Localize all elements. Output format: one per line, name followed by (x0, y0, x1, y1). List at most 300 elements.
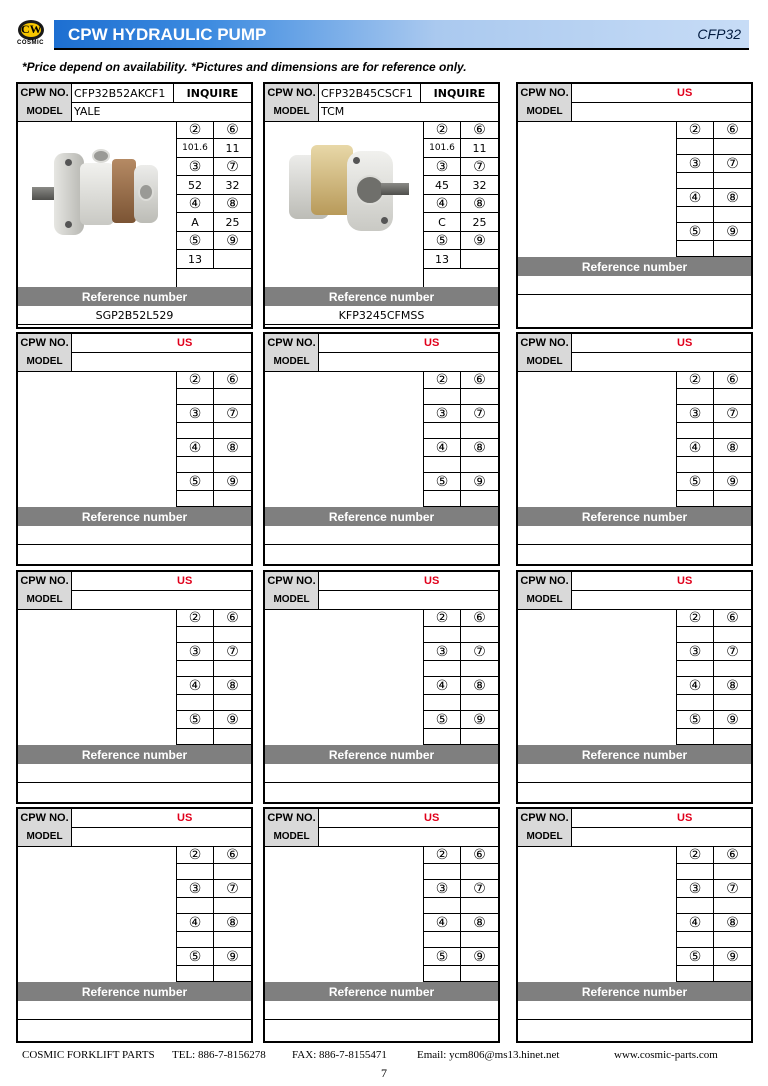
spec-number: ⑦ (214, 158, 251, 176)
reference-number-value (18, 764, 251, 783)
spec-value (677, 207, 714, 223)
spec-value (177, 864, 214, 880)
spec-number: ⑧ (461, 677, 498, 695)
spec-value (461, 932, 498, 948)
spec-number: ② (424, 371, 461, 389)
spec-number: ② (677, 121, 714, 139)
spec-value: 32 (461, 176, 498, 195)
product-image-area (18, 846, 177, 982)
spec-number: ⑤ (677, 711, 714, 729)
spec-number: ⑥ (461, 846, 498, 864)
spec-number: ⑦ (214, 643, 251, 661)
spec-number: ② (677, 371, 714, 389)
spec-number: ② (177, 371, 214, 389)
spec-value: 32 (214, 176, 251, 195)
spec-value (214, 661, 251, 677)
spec-value (214, 932, 251, 948)
model-value: YALE (74, 105, 101, 118)
spec-value (677, 932, 714, 948)
title-bar (54, 20, 749, 48)
reference-number-value (18, 1001, 251, 1020)
product-image-area (518, 609, 677, 745)
spec-number: ⑥ (714, 609, 751, 627)
spec-value: 25 (461, 213, 498, 232)
spec-value (714, 661, 751, 677)
product-card[interactable] (16, 807, 253, 1043)
spec-value (677, 173, 714, 189)
model-label: MODEL (265, 102, 319, 121)
model-label: MODEL (18, 827, 72, 846)
cpw-no-row (265, 809, 498, 828)
cpw-no-row (265, 334, 498, 353)
product-card[interactable] (16, 332, 253, 566)
spec-value (424, 898, 461, 914)
us-status: US (677, 575, 693, 587)
model-row (18, 102, 251, 122)
spec-value: 101.6 (177, 139, 214, 158)
model-label: MODEL (18, 352, 72, 371)
spec-number: ⑥ (714, 846, 751, 864)
us-status: US (177, 812, 193, 824)
product-image-area (18, 609, 177, 745)
cpw-no-label: CPW NO. (18, 809, 72, 827)
spec-number: ⑨ (214, 232, 251, 250)
spec-number: ④ (424, 914, 461, 932)
spec-value (177, 423, 214, 439)
reference-extra-line (518, 295, 751, 314)
reference-extra-line (518, 783, 751, 802)
model-label: MODEL (518, 590, 572, 609)
model-row (518, 352, 751, 372)
spec-number: ② (677, 609, 714, 627)
product-card[interactable] (263, 570, 500, 804)
spec-number: ③ (424, 405, 461, 423)
spec-table (424, 846, 498, 982)
cpw-no-row (518, 572, 751, 591)
spec-value (461, 423, 498, 439)
model-row (18, 827, 251, 847)
spec-value: 25 (214, 213, 251, 232)
spec-number: ⑥ (461, 121, 498, 139)
spec-value (714, 457, 751, 473)
reference-number-header: Reference number (18, 982, 251, 1001)
spec-table (177, 371, 251, 507)
us-status: US (677, 87, 693, 99)
header-divider (54, 48, 749, 50)
model-row (265, 352, 498, 372)
spec-number: ③ (677, 155, 714, 173)
spec-number: ⑤ (177, 232, 214, 250)
model-row (265, 827, 498, 847)
reference-extra-line (265, 783, 498, 802)
spec-table (424, 609, 498, 745)
spec-value (714, 423, 751, 439)
spec-value (677, 966, 714, 982)
model-label: MODEL (265, 827, 319, 846)
spec-number: ⑨ (714, 473, 751, 491)
pump-photo-2 (283, 137, 411, 247)
spec-value (461, 864, 498, 880)
model-label: MODEL (18, 590, 72, 609)
footer-website[interactable]: www.cosmic-parts.com (614, 1049, 718, 1061)
spec-table (177, 609, 251, 745)
spec-value (424, 695, 461, 711)
spec-number: ⑦ (461, 880, 498, 898)
product-card[interactable] (516, 82, 753, 329)
reference-extra-line (18, 1020, 251, 1039)
spec-number: ③ (424, 880, 461, 898)
spec-number: ⑤ (177, 948, 214, 966)
spec-number: ⑤ (677, 473, 714, 491)
spec-number: ⑥ (714, 121, 751, 139)
inquire-status: INQUIRE (173, 84, 251, 102)
cpw-no-label: CPW NO. (18, 334, 72, 352)
reference-number-value (18, 526, 251, 545)
spec-value (177, 491, 214, 507)
spec-value: C (424, 213, 461, 232)
spec-number: ③ (177, 880, 214, 898)
spec-value (424, 491, 461, 507)
cpw-no-label: CPW NO. (518, 809, 572, 827)
spec-value (677, 457, 714, 473)
cpw-no-row (18, 809, 251, 828)
spec-value (214, 389, 251, 405)
spec-number: ④ (424, 439, 461, 457)
product-image-area (265, 371, 424, 507)
us-status: US (424, 575, 440, 587)
spec-number: ⑥ (214, 846, 251, 864)
spec-value (177, 457, 214, 473)
product-card[interactable] (516, 807, 753, 1043)
cpw-no-label: CPW NO. (518, 572, 572, 590)
spec-value (714, 932, 751, 948)
cpw-no-label: CPW NO. (518, 84, 572, 102)
spec-value (177, 966, 214, 982)
spec-value (214, 695, 251, 711)
reference-number-value (518, 764, 751, 783)
spec-value (177, 695, 214, 711)
spec-table (424, 121, 498, 287)
spec-value (461, 661, 498, 677)
reference-number-header: Reference number (265, 287, 498, 306)
spec-value (677, 729, 714, 745)
spec-value (214, 627, 251, 643)
spec-number: ③ (177, 158, 214, 176)
spec-value (424, 932, 461, 948)
reference-number-value: KFP3245CFMSS (265, 306, 498, 325)
spec-number: ⑨ (714, 711, 751, 729)
cpw-no-row (18, 84, 251, 103)
spec-value (214, 966, 251, 982)
spec-value (714, 241, 751, 257)
cpw-no-row (265, 84, 498, 103)
spec-number: ⑦ (461, 643, 498, 661)
spec-number: ⑧ (461, 439, 498, 457)
model-label: MODEL (265, 352, 319, 371)
spec-value (714, 729, 751, 745)
spec-number: ⑤ (677, 948, 714, 966)
spec-value: 13 (177, 250, 214, 269)
spec-value (677, 898, 714, 914)
reference-number-value (518, 526, 751, 545)
us-status: US (677, 337, 693, 349)
product-image-area (265, 846, 424, 982)
spec-number: ⑨ (461, 948, 498, 966)
spec-value (461, 457, 498, 473)
spec-number: ④ (677, 439, 714, 457)
spec-value (214, 729, 251, 745)
model-row (518, 590, 751, 610)
spec-number: ⑥ (214, 609, 251, 627)
spec-value (461, 966, 498, 982)
reference-extra-line (518, 1020, 751, 1039)
cpw-no-label: CPW NO. (518, 334, 572, 352)
spec-table (177, 121, 251, 287)
reference-number-header: Reference number (518, 982, 751, 1001)
product-image-area (265, 121, 424, 287)
spec-number: ④ (677, 914, 714, 932)
spec-number: ② (177, 846, 214, 864)
model-row (518, 827, 751, 847)
spec-value (461, 729, 498, 745)
product-image-area (518, 371, 677, 507)
spec-value (177, 661, 214, 677)
reference-number-header: Reference number (265, 745, 498, 764)
spec-value: 13 (424, 250, 461, 269)
spec-number: ⑧ (214, 677, 251, 695)
model-row (265, 590, 498, 610)
product-card[interactable] (263, 82, 500, 329)
pump-photo-1 (30, 143, 160, 243)
spec-value (677, 389, 714, 405)
spec-number: ⑥ (461, 371, 498, 389)
spec-value (424, 627, 461, 643)
spec-number: ⑨ (714, 948, 751, 966)
spec-value (424, 457, 461, 473)
spec-number: ④ (677, 677, 714, 695)
reference-number-value (265, 764, 498, 783)
reference-extra-line (18, 545, 251, 564)
spec-value (677, 241, 714, 257)
product-card[interactable] (516, 570, 753, 804)
spec-number: ⑤ (424, 473, 461, 491)
cpw-no-row (518, 334, 751, 353)
spec-table (677, 121, 751, 257)
model-label: MODEL (518, 827, 572, 846)
product-card[interactable] (16, 570, 253, 804)
product-image-area (518, 846, 677, 982)
spec-value (677, 139, 714, 155)
spec-value (177, 729, 214, 745)
spec-value (424, 864, 461, 880)
spec-number: ⑤ (177, 473, 214, 491)
cosmic-logo: CW COSMIC (17, 22, 44, 46)
reference-number-value (265, 526, 498, 545)
reference-extra-line (265, 1020, 498, 1039)
product-image-area (518, 121, 677, 257)
spec-number: ⑦ (461, 405, 498, 423)
spec-table (177, 846, 251, 982)
spec-number: ③ (177, 405, 214, 423)
reference-extra-line (18, 783, 251, 802)
reference-number-header: Reference number (265, 982, 498, 1001)
us-status: US (177, 337, 193, 349)
spec-value (214, 457, 251, 473)
spec-table (677, 609, 751, 745)
cpw-no-value: CFP32B52AKCF1 (74, 86, 166, 100)
spec-value: 11 (214, 139, 251, 158)
spec-number: ② (177, 609, 214, 627)
spec-value (461, 627, 498, 643)
spec-number: ② (177, 121, 214, 139)
spec-number: ⑧ (461, 195, 498, 213)
spec-number: ⑧ (714, 914, 751, 932)
spec-number: ⑦ (714, 405, 751, 423)
footer-tel: TEL: 886-7-8156278 (172, 1049, 266, 1061)
spec-number: ② (424, 609, 461, 627)
reference-number-header: Reference number (518, 257, 751, 276)
reference-extra-line (265, 545, 498, 564)
spec-number: ⑧ (461, 914, 498, 932)
spec-value (714, 139, 751, 155)
spec-number: ④ (177, 439, 214, 457)
us-status: US (677, 812, 693, 824)
spec-value (177, 627, 214, 643)
model-value: TCM (321, 105, 345, 118)
model-label: MODEL (18, 102, 72, 121)
product-card[interactable] (263, 807, 500, 1043)
spec-value (677, 491, 714, 507)
cpw-no-label: CPW NO. (265, 809, 319, 827)
spec-number: ③ (424, 158, 461, 176)
spec-value (461, 491, 498, 507)
spec-number: ④ (424, 677, 461, 695)
spec-number: ⑥ (214, 121, 251, 139)
spec-value (677, 627, 714, 643)
spec-number: ⑨ (461, 711, 498, 729)
reference-number-value (518, 1001, 751, 1020)
spec-number: ⑧ (714, 677, 751, 695)
spec-value (424, 966, 461, 982)
spec-value: 101.6 (424, 139, 461, 158)
page-footer (22, 1049, 752, 1065)
spec-value (214, 864, 251, 880)
spec-number: ⑦ (214, 880, 251, 898)
spec-value (214, 250, 251, 269)
spec-number: ⑨ (214, 711, 251, 729)
spec-number: ⑨ (461, 232, 498, 250)
page-title: CPW HYDRAULIC PUMP (68, 25, 267, 44)
cpw-no-label: CPW NO. (265, 572, 319, 590)
product-card[interactable] (263, 332, 500, 566)
reference-number-header: Reference number (265, 507, 498, 526)
spec-number: ⑥ (714, 371, 751, 389)
spec-number: ④ (424, 195, 461, 213)
product-image-area (18, 371, 177, 507)
spec-number: ⑨ (214, 473, 251, 491)
cpw-no-value: CFP32B45CSCF1 (321, 86, 413, 100)
spec-number: ⑤ (677, 223, 714, 241)
spec-number: ⑧ (714, 189, 751, 207)
reference-number-header: Reference number (18, 287, 251, 306)
product-image-area (18, 121, 177, 287)
spec-value (214, 898, 251, 914)
spec-value (214, 491, 251, 507)
model-row (518, 102, 751, 122)
footer-fax: FAX: 886-7-8155471 (292, 1049, 387, 1061)
model-label: MODEL (518, 102, 572, 121)
model-row (265, 102, 498, 122)
product-card[interactable] (516, 332, 753, 566)
spec-number: ⑥ (214, 371, 251, 389)
cpw-no-row (518, 84, 751, 103)
spec-table (677, 371, 751, 507)
spec-number: ⑥ (461, 609, 498, 627)
cpw-no-label: CPW NO. (18, 84, 72, 102)
spec-value: 11 (461, 139, 498, 158)
reference-number-header: Reference number (18, 745, 251, 764)
spec-value (424, 729, 461, 745)
cpw-no-label: CPW NO. (265, 84, 319, 102)
price-notice: *Price depend on availability. *Pictures and dimensions are for reference only. (22, 60, 467, 74)
spec-value (677, 661, 714, 677)
cpw-no-row (265, 572, 498, 591)
reference-number-header: Reference number (518, 507, 751, 526)
product-card[interactable] (16, 82, 253, 329)
us-status: US (177, 575, 193, 587)
spec-number: ④ (177, 914, 214, 932)
spec-table (424, 371, 498, 507)
inquire-status: INQUIRE (420, 84, 498, 102)
footer-email[interactable]: Email: ycm806@ms13.hinet.net (417, 1049, 560, 1061)
spec-value (214, 423, 251, 439)
product-image-area (265, 609, 424, 745)
us-status: US (424, 337, 440, 349)
spec-value (714, 173, 751, 189)
spec-value (677, 423, 714, 439)
spec-value: 52 (177, 176, 214, 195)
spec-number: ② (677, 846, 714, 864)
spec-number: ⑧ (214, 439, 251, 457)
page-header (16, 20, 749, 48)
cpw-no-label: CPW NO. (18, 572, 72, 590)
cpw-no-row (518, 809, 751, 828)
spec-value: A (177, 213, 214, 232)
spec-number: ⑨ (714, 223, 751, 241)
spec-value: 45 (424, 176, 461, 195)
spec-value (714, 207, 751, 223)
spec-value (177, 898, 214, 914)
spec-value (714, 898, 751, 914)
spec-value (424, 423, 461, 439)
reference-extra-line (518, 545, 751, 564)
spec-value (714, 627, 751, 643)
spec-number: ③ (677, 643, 714, 661)
model-row (18, 352, 251, 372)
spec-number: ② (424, 846, 461, 864)
spec-number: ⑧ (214, 195, 251, 213)
spec-number: ⑨ (214, 948, 251, 966)
spec-number: ⑧ (714, 439, 751, 457)
cpw-no-row (18, 572, 251, 591)
spec-number: ⑦ (461, 158, 498, 176)
spec-number: ⑧ (214, 914, 251, 932)
spec-value (424, 389, 461, 405)
spec-value (424, 661, 461, 677)
reference-number-value (518, 276, 751, 295)
spec-value (714, 389, 751, 405)
model-label: MODEL (518, 352, 572, 371)
